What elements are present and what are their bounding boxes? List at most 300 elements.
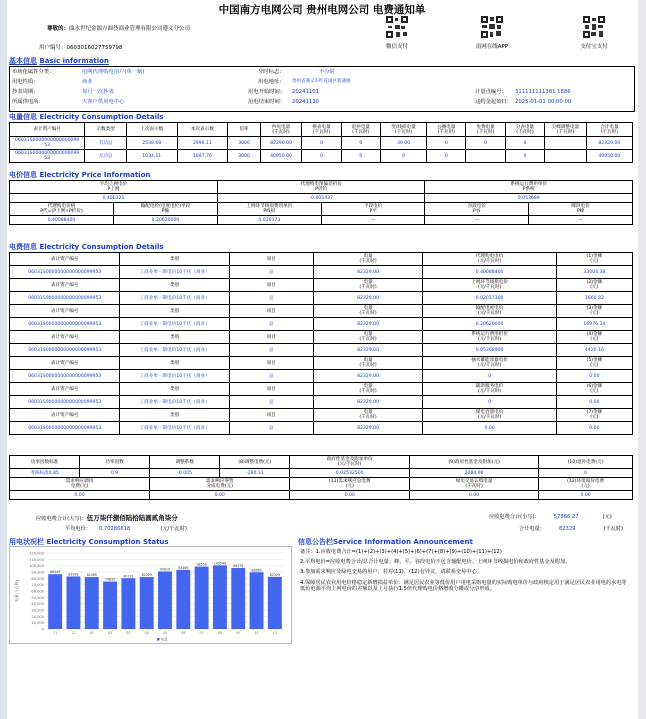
data-label: 89589 xyxy=(251,568,262,573)
table-cell: 82290.00 xyxy=(260,137,302,150)
announcement-body xyxy=(300,549,630,596)
column-header: 抄见电量 (千瓦时) xyxy=(260,123,302,137)
column-header: 示数类型 xyxy=(85,123,127,137)
bar xyxy=(103,582,117,629)
basic-row xyxy=(12,77,632,87)
qr-wechat[interactable] xyxy=(367,16,427,50)
column-header: 电量 (千瓦时) xyxy=(313,357,423,370)
table-cell: 0 xyxy=(539,469,633,478)
column-header: 类别 xyxy=(120,279,229,292)
column-header: 电量 (千瓦时) xyxy=(313,383,423,396)
column-header: 谷段电价 P谷 xyxy=(425,203,529,216)
column-header: 表计资产编号 xyxy=(10,331,120,344)
column-header: (10)退补电费(元) xyxy=(539,456,633,469)
table-cell: 82329.00 xyxy=(313,370,423,383)
table-cell: 06031S0000000000000099953 xyxy=(10,292,120,305)
table-cell: 工商业单一制电价10千伏（商业） xyxy=(120,370,229,383)
total-small-label: 应收电费合计(小写)： xyxy=(489,514,540,520)
total-upper xyxy=(36,513,178,522)
table-cell: 0 xyxy=(381,150,427,163)
section-title-en: Electricity Price Information xyxy=(39,171,151,179)
column-header: 项目 xyxy=(229,409,313,422)
table-cell: 82329.00 xyxy=(313,422,423,435)
column-header: 项目 xyxy=(229,357,313,370)
section-title-en: Electricity Consumption Details xyxy=(39,243,164,251)
total-small-value: 57866.27 xyxy=(553,514,579,520)
x-tick-label: 01 xyxy=(89,631,94,635)
column-header: 类别 xyxy=(120,331,229,344)
column-header: (3)金额 (元) xyxy=(556,305,632,318)
y-tick-label: 120,000 xyxy=(29,551,44,556)
x-tick-label: 06 xyxy=(181,631,186,635)
column-header: 公摊电量 (千瓦时) xyxy=(427,123,466,137)
table-cell: 0 xyxy=(302,150,341,163)
announcement-line: 2.平均电价=应收电费合计/总合计电量；峰、平、谷段电价不包含输配电价、上网环节线损电价和政府性基金及附加。 xyxy=(300,559,571,566)
column-header: 本次表示数 xyxy=(177,123,228,137)
table-cell: 0 xyxy=(341,137,380,150)
column-header: 电量 (千瓦时) xyxy=(313,253,423,266)
column-header: 倍率 xyxy=(228,123,261,137)
table-cell: 0 xyxy=(423,370,556,383)
table-row xyxy=(10,469,633,478)
basic-key: 市场化属性分类： xyxy=(12,69,55,75)
column-header: 代理购电电价 (元/千瓦时) xyxy=(423,253,556,266)
table-cell: 0.00 xyxy=(423,422,556,435)
column-header: 类别 xyxy=(120,305,229,318)
column-header: 退补电量 (千瓦时) xyxy=(341,123,380,137)
y-tick-label: 100,000 xyxy=(29,564,44,569)
total-small-unit: (元) xyxy=(602,514,612,520)
basic-key: 用电性质： xyxy=(12,79,39,85)
x-tick-label: 04 xyxy=(144,631,149,635)
table-cell: 0.00 xyxy=(290,491,410,500)
table-header-row xyxy=(10,478,633,491)
chart-svg xyxy=(10,547,291,643)
data-label: 80119 xyxy=(123,574,134,579)
announcement-line: 3.参加需求响应及绿电交易的用户，若对(11)、(12)有异议，请联系交易中心。 xyxy=(300,569,482,576)
section-title: 电费信息 xyxy=(9,243,37,251)
section-title: 电价信息 xyxy=(9,171,37,179)
column-header: 绿电交易认购电量 (千瓦时) xyxy=(409,478,538,491)
table-cell: 82329.00 xyxy=(313,396,423,409)
column-header: 免费电量 (千瓦时) xyxy=(466,123,505,137)
section-fees xyxy=(9,242,164,252)
column-header: 需求响应零售 分成电费(元) xyxy=(150,478,290,491)
table-cell: 考核标准0.85 xyxy=(10,469,80,478)
qr-code-icon xyxy=(386,16,408,38)
column-header: (4)金额 (元) xyxy=(556,331,632,344)
column-header: 项目 xyxy=(229,383,313,396)
table-cell: 1034.11 xyxy=(126,150,177,163)
column-header: 类别 xyxy=(120,383,229,396)
table-row xyxy=(10,194,633,203)
table-cell: 0 xyxy=(341,150,380,163)
x-tick-label: 11 xyxy=(52,631,58,635)
table-cell: 0.020173 xyxy=(217,216,321,225)
column-header: 换表电量 (千瓦时) xyxy=(302,123,341,137)
data-label: 100549 xyxy=(213,561,227,566)
x-tick-label: 07 xyxy=(199,631,204,635)
column-header: 表计资产编号 xyxy=(10,123,85,137)
table-cell: 0.20620000 xyxy=(423,318,556,331)
column-header: (6)金额 (元) xyxy=(556,383,632,396)
basic-key: 计量点编号： xyxy=(475,89,507,95)
table-header-row xyxy=(10,409,633,422)
table-cell: 4420.16 xyxy=(556,344,632,357)
column-header: 辅助服务电价 (元/千瓦时) xyxy=(423,383,556,396)
table-cell: 06031S0000000000000099953 xyxy=(10,318,120,331)
basic-row xyxy=(12,87,632,97)
table-cell: 工商业单一制电价10千伏（商业） xyxy=(120,422,229,435)
table-cell: 2084.98 xyxy=(409,469,538,478)
table-cell: 82329.00 xyxy=(313,344,423,357)
table-row xyxy=(10,344,633,357)
section-announcement xyxy=(298,537,473,547)
table-cell: 33004.38 xyxy=(556,266,632,279)
table-cell: 0.00 xyxy=(556,370,632,383)
y-tick-label: 110,000 xyxy=(29,557,44,562)
column-header: 类别 xyxy=(120,357,229,370)
x-tick-label: 05 xyxy=(162,631,168,635)
table-cell: 2996.11 xyxy=(177,137,228,150)
table-cell: 总 xyxy=(229,396,313,409)
table-cell: 06031S0000000000000099 53 xyxy=(10,137,85,150)
vertical-scrollbar[interactable] xyxy=(638,0,646,719)
column-header: 需求响应调用 电费(元) xyxy=(10,478,150,491)
table-cell: 0.02017300 xyxy=(423,292,556,305)
table-cell: 0.00 xyxy=(409,491,538,500)
table-cell: 39.00 xyxy=(381,137,427,150)
bar xyxy=(250,572,264,629)
table-cell: 总 xyxy=(229,370,313,383)
basic-row xyxy=(12,67,632,77)
qr-app[interactable] xyxy=(462,16,522,50)
table-cell: 0 xyxy=(427,137,466,150)
qr-label: 微信支付 xyxy=(385,44,408,50)
table-header-row xyxy=(10,181,633,194)
total-kwh-unit: (千瓦时) xyxy=(603,526,624,532)
column-header: 上网环节线损费用单价 P线损 xyxy=(217,203,321,216)
data-label: 98559 xyxy=(196,562,207,567)
table-row xyxy=(10,137,633,150)
y-tick-label: 60,000 xyxy=(31,589,44,594)
basic-value: 不分时 xyxy=(319,69,335,75)
bar xyxy=(48,574,62,629)
table-row xyxy=(10,370,633,383)
data-label: 86549 xyxy=(50,570,61,575)
column-header: (8)调整电费(元) xyxy=(220,456,290,469)
column-header: 表计资产编号 xyxy=(10,253,120,266)
user-no-value: 0603016027759798 xyxy=(66,45,123,51)
table-cell xyxy=(545,137,587,150)
basic-key: 违约金起始日： xyxy=(475,99,513,105)
qr-code-icon xyxy=(481,16,503,38)
column-header: 表计资产编号 xyxy=(10,409,120,422)
table-cell: 0.00 xyxy=(150,491,290,500)
announcement-line: 4.保障居民农业用电价格稳定新增损益单价：满足居民农业等低价用户用电采购电量的实际购电单价与政府核定用于满足居民农业用电的水电等低价电源平均上网电价的差额以及上月执行1.5倍代理购电价格增收分摊或分享形成。 xyxy=(300,579,627,592)
table-cell: 0.02532500 xyxy=(290,469,410,478)
table-cell: 06031S0000000000000099 53 xyxy=(10,150,85,163)
column-header: 项目 xyxy=(229,331,313,344)
table-cell: 0 xyxy=(505,150,544,163)
table-header-row xyxy=(10,383,633,396)
table-cell: -280.31 xyxy=(220,469,290,478)
table-row xyxy=(10,292,633,305)
table-cell: 0.406321 xyxy=(10,194,218,203)
table-cell: 0 xyxy=(423,396,556,409)
fees-table xyxy=(9,252,633,435)
table-cell: 06031S0000000000000099953 xyxy=(10,344,120,357)
table-cell: 工商业单一制电价10千伏（商业） xyxy=(120,318,229,331)
column-header: 峰段电价 P峰 xyxy=(529,203,633,216)
greeting-label: 尊敬的： xyxy=(47,26,70,32)
table-cell: 0.40088400 xyxy=(10,216,114,225)
avg-price xyxy=(65,525,187,532)
column-header: 平均上网电价 P上网 xyxy=(10,181,218,194)
total-small xyxy=(489,513,612,520)
qr-label: 支付宝支付 xyxy=(580,44,608,50)
column-header: 项目 xyxy=(229,253,313,266)
consumption-table xyxy=(9,122,633,163)
table-row xyxy=(10,396,633,409)
column-header: 变/线损电量 (千瓦时) xyxy=(381,123,427,137)
column-header: 表计资产编号 xyxy=(10,383,120,396)
table-cell: 3000 xyxy=(228,137,261,150)
table-row xyxy=(10,150,633,163)
avg-value: 0.70286618 xyxy=(98,526,131,532)
greeting xyxy=(47,24,190,32)
table-cell: 82329.00 xyxy=(313,318,423,331)
bar xyxy=(195,567,209,629)
basic-key: 分时标志： xyxy=(258,69,285,75)
basic-row xyxy=(12,97,632,107)
table-cell: 总 xyxy=(229,318,313,331)
y-tick-label: 30,000 xyxy=(31,608,44,613)
table-cell: 0.00 xyxy=(539,491,633,500)
table-cell: 工商业单一制电价10千伏（商业） xyxy=(120,266,229,279)
bar xyxy=(158,571,172,629)
user-no-label: 用户编号： xyxy=(39,45,67,51)
bar xyxy=(85,577,99,629)
qr-code-icon xyxy=(583,16,605,38)
column-header: 电量 (千瓦时) xyxy=(313,305,423,318)
table-row xyxy=(10,216,633,225)
x-tick-label: 08 xyxy=(217,631,223,635)
table-cell: -0.005437 xyxy=(217,194,425,203)
basic-value: 电网代理购电用户(单一制) xyxy=(82,69,145,75)
table-header-row xyxy=(10,279,633,292)
y-tick-label: 90,000 xyxy=(31,570,44,575)
column-header: 代理购电价格 P代=(P上网+P折价) xyxy=(10,203,114,216)
column-header: 煤电容量电价 (元/千瓦时) xyxy=(423,409,556,422)
table-header-row xyxy=(10,203,633,216)
y-tick-label: 70,000 xyxy=(31,583,44,588)
table-cell: 0.9 xyxy=(80,469,150,478)
section-price xyxy=(9,170,150,180)
column-header: 上次表示数 xyxy=(126,123,177,137)
y-axis-label: 电量(千瓦时) xyxy=(14,580,19,602)
basic-key: 用电地址： xyxy=(258,79,285,85)
column-header: 调整系数 xyxy=(150,456,220,469)
table-cell: 0.40088400 xyxy=(423,266,556,279)
y-tick-label: 20,000 xyxy=(31,614,44,619)
table-row xyxy=(10,266,633,279)
bar xyxy=(213,565,227,629)
section-title-en: Electricity Consumption Status xyxy=(46,538,169,546)
table-cell xyxy=(545,150,587,163)
basic-value: 每月一次抄表 xyxy=(82,89,114,95)
table-cell: 16976.24 xyxy=(556,318,632,331)
table-cell xyxy=(466,150,505,163)
column-header: 上网环节线损电价 (元/千瓦时) xyxy=(423,279,556,292)
basic-key: 抄表周期： xyxy=(12,89,39,95)
table-cell: 1660.82 xyxy=(556,292,632,305)
bar xyxy=(268,577,282,629)
column-header: 类别 xyxy=(120,253,229,266)
column-header: 电量 (千瓦时) xyxy=(313,331,423,344)
section-title: 用电状况栏 xyxy=(9,538,44,546)
data-label: 82329 xyxy=(269,572,280,577)
price-table xyxy=(9,180,633,225)
column-header: 项目 xyxy=(229,305,313,318)
section-title-en: Service Information Announcement xyxy=(333,538,473,546)
table-header-row xyxy=(10,357,633,370)
section-basic-info xyxy=(9,56,109,66)
table-cell: 06031S0000000000000099953 xyxy=(10,422,120,435)
data-label: 93469 xyxy=(178,565,189,570)
column-header: 输配电价(电度电价)平段 P输 xyxy=(113,203,217,216)
table-cell: 0.00 xyxy=(10,491,150,500)
qr-alipay[interactable] xyxy=(564,16,624,50)
table-cell: 0.05368900 xyxy=(423,344,556,357)
table-cell: 0.053689 xyxy=(425,194,633,203)
column-header: 类别 xyxy=(120,409,229,422)
y-tick-label: 0 xyxy=(41,627,44,632)
data-label: 90819 xyxy=(159,567,171,572)
table-cell: 3000 xyxy=(228,150,261,163)
table-cell: 总 xyxy=(229,266,313,279)
column-header: (11)需求响应总电费 (元) xyxy=(290,478,410,491)
x-tick-label: 03 xyxy=(126,631,131,635)
total-kwh-label: 合计电量： xyxy=(519,526,545,532)
basic-key: 用电结束时间： xyxy=(248,99,286,105)
table-cell: 82329.00 xyxy=(313,266,423,279)
table-cell: — xyxy=(321,216,425,225)
total-kwh-value: 82329 xyxy=(558,526,576,532)
basic-value: 大客户供用电中心 xyxy=(82,99,125,105)
table-cell: 1047.76 xyxy=(177,150,228,163)
column-header: 功率因数 xyxy=(80,456,150,469)
column-header: (12)环境溢价电费 (元) xyxy=(539,478,633,491)
column-header: 系统运行费用折价 (元/千瓦时) xyxy=(423,331,556,344)
data-label: 96279 xyxy=(233,564,244,569)
table-cell: — xyxy=(425,216,529,225)
table-cell: 工商业单一制电价10千伏（商业） xyxy=(120,396,229,409)
data-label: 82929 xyxy=(68,572,79,577)
table-header-row xyxy=(10,456,633,469)
y-tick-label: 80,000 xyxy=(31,576,44,581)
basic-info-panel xyxy=(9,66,635,112)
bar xyxy=(140,577,154,629)
table-row xyxy=(10,491,633,500)
data-label: 82029 xyxy=(141,573,152,578)
table-cell: 总 xyxy=(229,422,313,435)
consumption-chart xyxy=(9,546,292,644)
x-tick-label: 02 xyxy=(107,631,113,635)
table-cell: 40950.00 xyxy=(260,150,302,163)
table-cell: 0.00 xyxy=(556,396,632,409)
table-cell: 工商业单一制电价10千伏（商业） xyxy=(120,344,229,357)
section-title: 基本信息 xyxy=(9,57,37,65)
basic-value: 商业 xyxy=(82,79,93,85)
page-title: 中国南方电网公司 贵州电网公司 电费通知单 xyxy=(218,4,426,16)
basic-value: 20241130 xyxy=(292,99,319,105)
x-tick-label: 11 xyxy=(272,631,278,635)
section-title-en: Basic information xyxy=(39,57,109,65)
bar xyxy=(176,570,190,629)
column-header: 分表电量 (千瓦时) xyxy=(505,123,544,137)
table-cell: — xyxy=(529,216,633,225)
column-header: 功率因数标准 xyxy=(10,456,80,469)
table-row xyxy=(10,422,633,435)
table-header-row xyxy=(10,331,633,344)
table-cell: 06031S0000000000000099953 xyxy=(10,396,120,409)
section-title: 信息公告栏 xyxy=(298,538,333,546)
column-header: 政府性基金及附加单价 (元/千瓦时) xyxy=(290,456,410,469)
column-header: 表计资产编号 xyxy=(10,305,120,318)
column-header: 系统运行费用单价 P系统 xyxy=(425,181,633,194)
section-consumption xyxy=(9,112,164,122)
basic-value: 20241101 xyxy=(292,89,319,95)
column-header: (7)金额 (元) xyxy=(556,409,632,422)
column-header: (2)金额 (元) xyxy=(556,279,632,292)
table-cell: 工商业单一制电价10千伏（商业） xyxy=(120,292,229,305)
basic-key: 用电开始时间： xyxy=(248,89,286,95)
table-cell: 无功总 xyxy=(85,150,127,163)
left-scroll-gutter xyxy=(0,0,7,719)
x-tick-label: 12 xyxy=(71,631,76,635)
basic-value: 311111111381 1886 xyxy=(515,89,571,95)
column-header: 平段电价 P平 xyxy=(321,203,425,216)
column-header: 抽水蓄能容量电价 (元/千瓦时) xyxy=(423,357,556,370)
table-cell: 40950.00 xyxy=(586,150,632,163)
avg-label: 平均电价： xyxy=(65,526,91,532)
column-header: 输配电度电价 (元/千瓦时) xyxy=(423,305,556,318)
table-cell: 06031S0000000000000099953 xyxy=(10,370,120,383)
table-cell: 总 xyxy=(229,344,313,357)
data-label: 81969 xyxy=(86,573,97,578)
legend-swatch xyxy=(157,638,160,641)
customer-name: 曲水世纪金源方圆荟商业管理有限公司遵义分公司 xyxy=(69,26,191,32)
power-factor-table xyxy=(9,455,633,500)
table-cell: 0 xyxy=(505,137,544,150)
column-header: 电量 (千瓦时) xyxy=(313,279,423,292)
announcement-line: 备注：1.应收电费合计=(1)+(2)+(3)+(4)+(5)+(6)+(7)+(8)+(9)+(10)+(11)+(12) xyxy=(300,549,502,555)
y-tick-label: 10,000 xyxy=(31,621,44,626)
column-header: 代理购电预偏差折价 P折价 xyxy=(217,181,425,194)
x-tick-label: 09 xyxy=(236,631,241,635)
basic-value: 2025-01-01 00:00:00 xyxy=(515,99,572,105)
column-header: 合计电量 (千瓦时) xyxy=(586,123,632,137)
table-cell: 82329.00 xyxy=(586,137,632,150)
column-header: 电量 (千瓦时) xyxy=(313,409,423,422)
y-tick-label: 40,000 xyxy=(31,602,44,607)
table-cell: 06031S0000000000000099953 xyxy=(10,266,120,279)
table-cell: 0.20620000 xyxy=(113,216,217,225)
qr-label: 南网在线APP xyxy=(475,44,509,50)
data-label: 74895 xyxy=(105,577,116,582)
table-cell: 2538.68 xyxy=(126,137,177,150)
